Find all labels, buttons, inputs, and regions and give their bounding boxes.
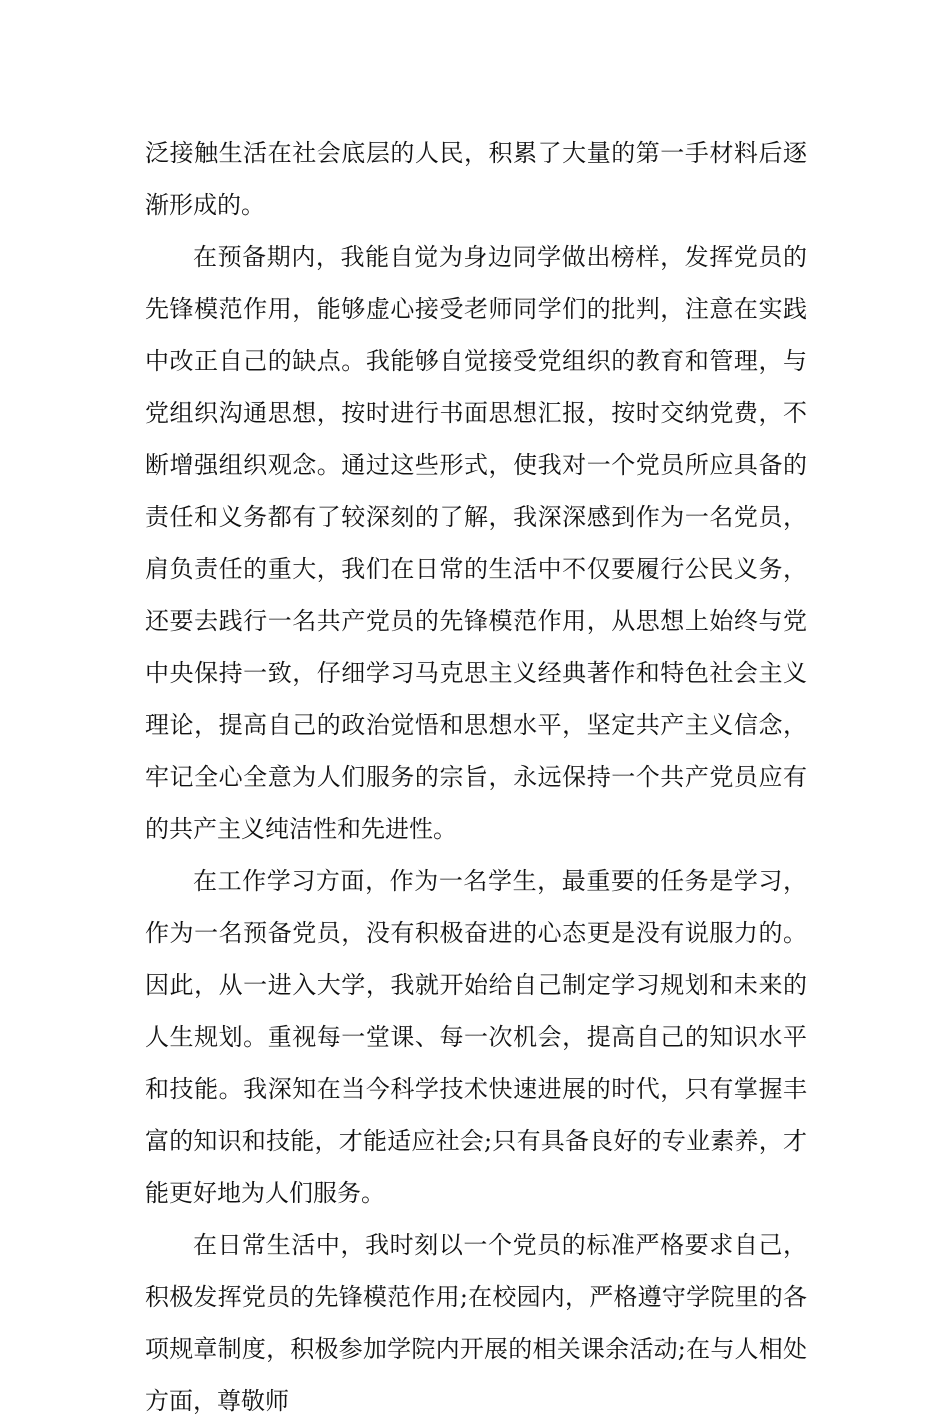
paragraph-continuation: 泛接触生活在社会底层的人民，积累了大量的第一手材料后逐渐形成的。 [145,139,807,219]
paragraph-probation-period: 在预备期内，我能自觉为身边同学做出榜样，发挥党员的先锋模范作用，能够虚心接受老师同学们的批判，注意在实践中改正自己的缺点。我能够自觉接受党组织的教育和管理，与党组织沟通思想，按时进行书面思想汇报，按时交纳党费，不断增强组织观念。通过这些形式，使我对一个党员所应具备的责任和义务都有了较深刻的了解，我深深感到作为一名党员，肩负责任的重大，我们在日常的生活中不仅要履行公民义务，还要去践行一名共产党员的先锋模范作用，从思想上始终与党中央保持一致，仔细学习马克思主义经典著作和特色社会主义理论，提高自己的政治觉悟和思想水平，坚定共产主义信念，牢记全心全意为人们服务的宗旨，永远保持一个共产党员应有的共产主义纯洁性和先进性。 [145,243,807,843]
document-body [145,127,807,1427]
paragraph-work-study: 在工作学习方面，作为一名学生，最重要的任务是学习，作为一名预备党员，没有积极奋进的心态更是没有说服力的。因此，从一进入大学，我就开始给自己制定学习规划和未来的人生规划。重视每一堂课、每一次机会，提高自己的知识水平和技能。我深知在当今科学技术快速进展的时代，只有掌握丰富的知识和技能，才能适应社会;只有具备良好的专业素养，才能更好地为人们服务。 [145,867,807,1207]
paragraph-daily-life: 在日常生活中，我时刻以一个党员的标准严格要求自己，积极发挥党员的先锋模范作用;在校园内，严格遵守学院里的各项规章制度，积极参加学院内开展的相关课余活动;在与人相处方面，尊敬师 [145,1231,807,1415]
